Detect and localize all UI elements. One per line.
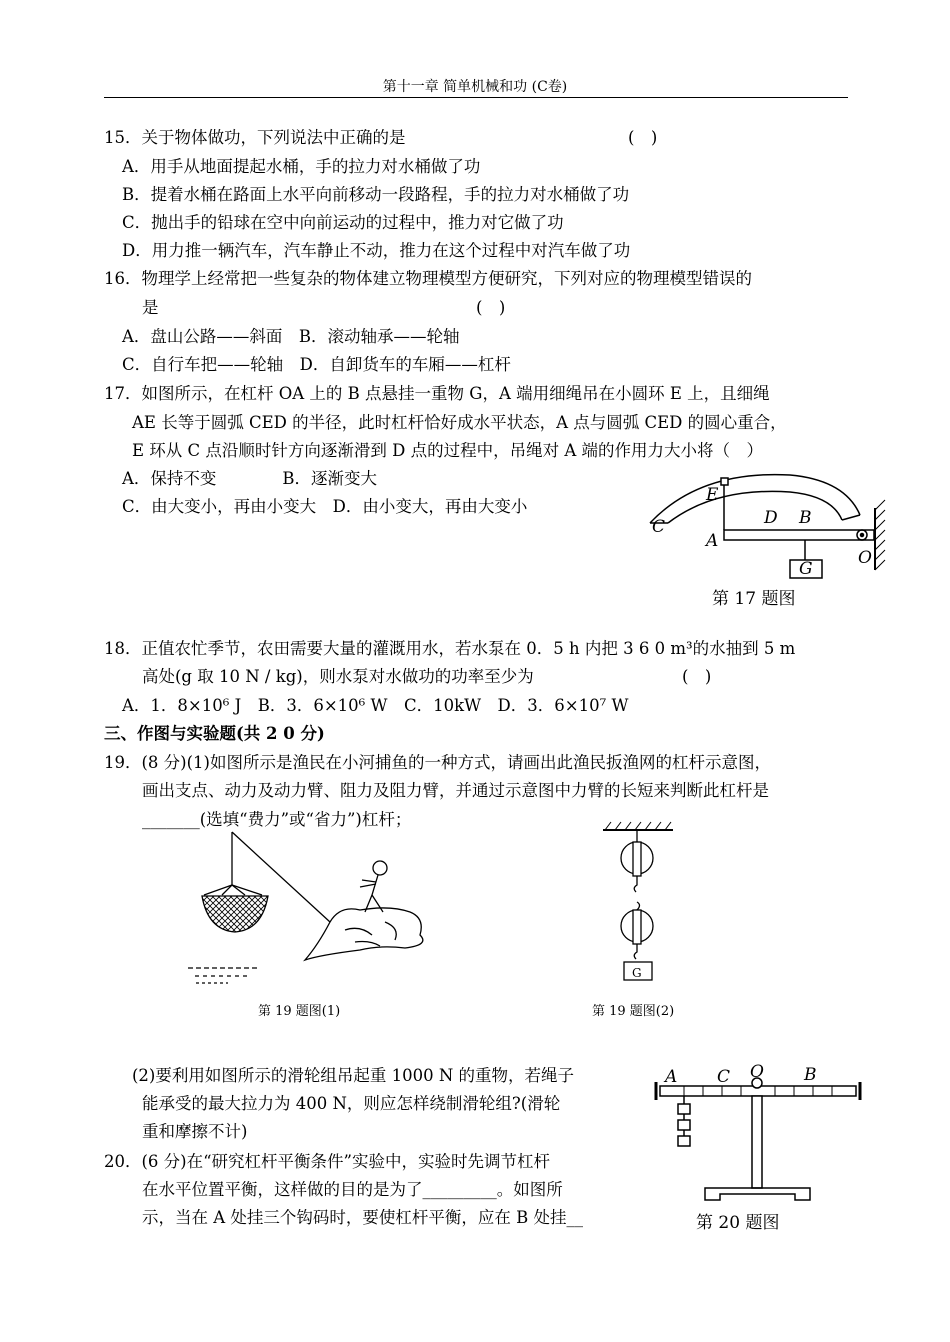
line-q20c: 示，当在 A 处挂三个钩码时，要使杠杆平衡，应在 B 处挂__ xyxy=(142,1208,584,1227)
line-q16: 16．物理学上经常把一些复杂的物体建立物理模型方便研究，下列对应的物理模型错误的 xyxy=(104,269,752,288)
label-d: D xyxy=(764,508,778,528)
label-e: E xyxy=(706,485,719,505)
weight-label: G xyxy=(632,966,642,980)
line-q15: 15．关于物体做功，下列说法中正确的是 xyxy=(104,128,406,147)
line-q15c: C．抛出手的铅球在空中向前运动的过程中，推力对它做了功 xyxy=(122,213,564,232)
line-q16b: 是 xyxy=(142,298,159,317)
line-sec3: 三、作图与实验题(共 2 0 分) xyxy=(104,724,325,743)
line-q19b: 画出支点、动力及动力臂、阻力及阻力臂，并通过示意图中力臂的长短来判断此杠杆是 xyxy=(142,781,769,800)
label-g: G xyxy=(799,559,813,579)
line-q18: 18．正值农忙季节，农田需要大量的灌溉用水，若水泵在 0．5 h 内把 3 6 0 m³的水抽到 5 m xyxy=(104,639,796,658)
stand-pole xyxy=(752,1096,762,1188)
line-q18opts: A．1．8×10⁶ J B．3．6×10⁶ W C．10kW D．3．6×10⁷ W xyxy=(122,696,629,715)
fig20-caption: 第 20 题图 xyxy=(696,1213,780,1233)
line-q17b: AE 长等于圆弧 CED 的半径，此时杠杆恰好成水平状态，A 点与圆弧 CED 的圆心重合， xyxy=(132,413,787,432)
answer-bracket-q16b: ( ) xyxy=(476,298,506,317)
line-q20: 20．(6 分)在“研究杠杆平衡条件”实验中，实验时先调节杠杆 xyxy=(104,1152,550,1171)
line-q17: 17．如图所示，在杠杆 OA 上的 B 点悬挂一重物 G，A 端用细绳吊在小圆环 E 上，且细绳 xyxy=(104,384,770,403)
line-q19p2c: 重和摩擦不计) xyxy=(142,1122,248,1141)
line-q19p2: (2)要利用如图所示的滑轮组吊起重 1000 N 的重物，若绳子 xyxy=(132,1066,575,1085)
label-o: O xyxy=(858,548,872,568)
line-q15a: A．用手从地面提起水桶，手的拉力对水桶做了功 xyxy=(122,157,481,176)
line-q20b: 在水平位置平衡，这样做的目的是为了_________。如图所 xyxy=(142,1180,563,1199)
hook-weight-1 xyxy=(678,1104,690,1114)
answer-bracket-q15: ( ) xyxy=(628,128,658,147)
line-q19c: _______(选填“费力”或“省力”)杠杆； xyxy=(142,810,412,829)
line-q16cd: C．自行车把——轮轴 D．自卸货车的车厢——杠杆 xyxy=(122,355,511,374)
label-c: C xyxy=(652,517,666,537)
line-q16ab: A．盘山公路——斜面 B．滚动轴承——轮轴 xyxy=(122,327,460,346)
label-b: B xyxy=(799,508,812,528)
fig19-2-caption: 第 19 题图(2) xyxy=(592,1004,675,1019)
line-q17ab: A．保持不变 B．逐渐变大 xyxy=(122,469,378,488)
label-a20: A xyxy=(665,1067,678,1087)
hook-weight-2 xyxy=(678,1120,690,1130)
hook-weight-3 xyxy=(678,1136,690,1146)
line-q19p2b: 能承受的最大拉力为 400 N，则应怎样绕制滑轮组?(滑轮 xyxy=(142,1094,561,1113)
stand-base xyxy=(705,1188,810,1200)
line-q19: 19．(8 分)(1)如图所示是渔民在小河捕鱼的一种方式，请画出此渔民扳渔网的杠杆示意图， xyxy=(104,753,771,772)
line-q18b: 高处(g 取 10 N / kg)，则水泵对水做功的功率至少为 xyxy=(142,667,534,686)
line-q15b: B．提着水桶在路面上水平向前移动一段路程，手的拉力对水桶做了功 xyxy=(122,185,630,204)
answer-bracket-q18b: ( ) xyxy=(682,667,712,686)
line-q15d: D．用力推一辆汽车，汽车静止不动，推力在这个过程中对汽车做了功 xyxy=(122,241,631,260)
fig19-1-caption: 第 19 题图(1) xyxy=(258,1004,341,1019)
label-o20: O xyxy=(750,1062,764,1082)
label-c20: C xyxy=(717,1067,731,1087)
page-header: 第十一章 简单机械和功 (C卷) xyxy=(382,79,568,95)
label-a: A xyxy=(706,531,719,551)
line-q17c: E 环从 C 点沿顺时针方向逐渐滑到 D 点的过程中，吊绳对 A 端的作用力大小将（ ） xyxy=(132,441,764,460)
fig17-caption: 第 17 题图 xyxy=(712,589,796,609)
line-q17cd: C．由大变小，再由小变大 D．由小变大，再由大变小 xyxy=(122,497,528,516)
label-b20: B xyxy=(804,1065,817,1085)
